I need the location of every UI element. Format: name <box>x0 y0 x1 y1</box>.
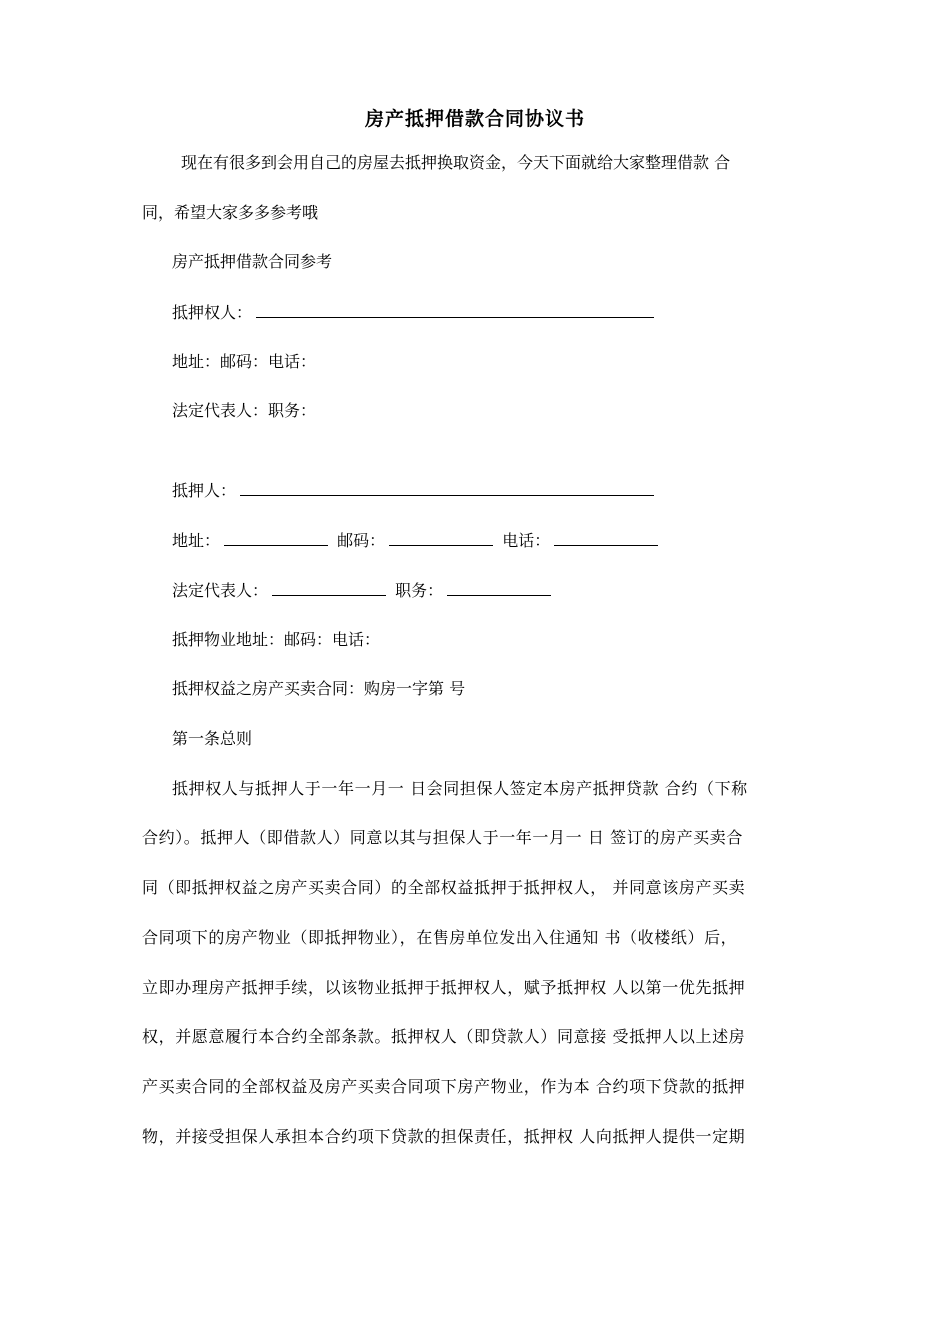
intro-line-1: 现在有很多到会用自己的房屋去抵押换取资金，今天下面就给大家整理借款 合 <box>181 153 731 172</box>
mortgagee-blank <box>256 301 654 318</box>
article-1-line: 同（即抵押权益之房产买卖合同）的全部权益抵押于抵押权人， 并同意该房产买卖 <box>142 878 746 897</box>
intro-line-2: 同，希望大家多多参考哦 <box>142 203 319 222</box>
phone-label: 电话： <box>502 531 551 550</box>
mortgagee-row <box>172 301 658 324</box>
position-blank <box>447 579 551 596</box>
mortgagor-blank <box>240 479 654 496</box>
property-address: 抵押物业地址：邮码：电话： <box>172 630 381 649</box>
representative-label: 法定代表人： <box>172 581 269 600</box>
document-title: 房产抵押借款合同协议书 <box>364 108 585 130</box>
article-1-line: 合同项下的房产物业（即抵押物业），在售房单位发出入住通知 书（收楼纸）后， <box>142 928 738 947</box>
phone-blank <box>554 529 658 546</box>
mortgagor-rep-row <box>172 579 555 602</box>
mortgagor-row <box>172 479 658 502</box>
position-label: 职务： <box>395 581 444 600</box>
representative-blank <box>272 579 386 596</box>
article-1-line: 物，并接受担保人承担本合约项下贷款的担保责任，抵押权 人向抵押人提供一定期 <box>142 1127 746 1146</box>
zip-label: 邮码： <box>337 531 386 550</box>
address-label: 地址： <box>172 531 221 550</box>
address-blank <box>224 529 328 546</box>
article-1-heading: 第一条总则 <box>172 729 253 748</box>
article-1-line: 产买卖合同的全部权益及房产买卖合同项下房产物业，作为本 合约项下贷款的抵押 <box>142 1077 746 1096</box>
contract-reference: 抵押权益之房产买卖合同：购房一字第 号 <box>172 679 466 698</box>
contract-subtitle: 房产抵押借款合同参考 <box>172 252 333 271</box>
mortgagee-contact: 地址：邮码：电话： <box>172 352 317 371</box>
mortgagor-contact-row <box>172 529 662 552</box>
mortgagee-label: 抵押权人： <box>172 303 253 322</box>
mortgagee-representative: 法定代表人：职务： <box>172 401 317 420</box>
article-1-line: 合约）。抵押人（即借款人）同意以其与担保人于一年一月一 日 签订的房产买卖合 <box>142 828 743 847</box>
article-1-line: 权，并愿意履行本合约全部条款。抵押权人（即贷款人）同意接 受抵押人以上述房 <box>142 1027 746 1046</box>
mortgagor-label: 抵押人： <box>172 481 237 500</box>
article-1-line: 抵押权人与抵押人于一年一月一 日会同担保人签定本房产抵押贷款 合约（下称 <box>172 779 748 798</box>
article-1-line: 立即办理房产抵押手续，以该物业抵押于抵押权人，赋予抵押权 人以第一优先抵押 <box>142 978 746 997</box>
zip-blank <box>389 529 493 546</box>
